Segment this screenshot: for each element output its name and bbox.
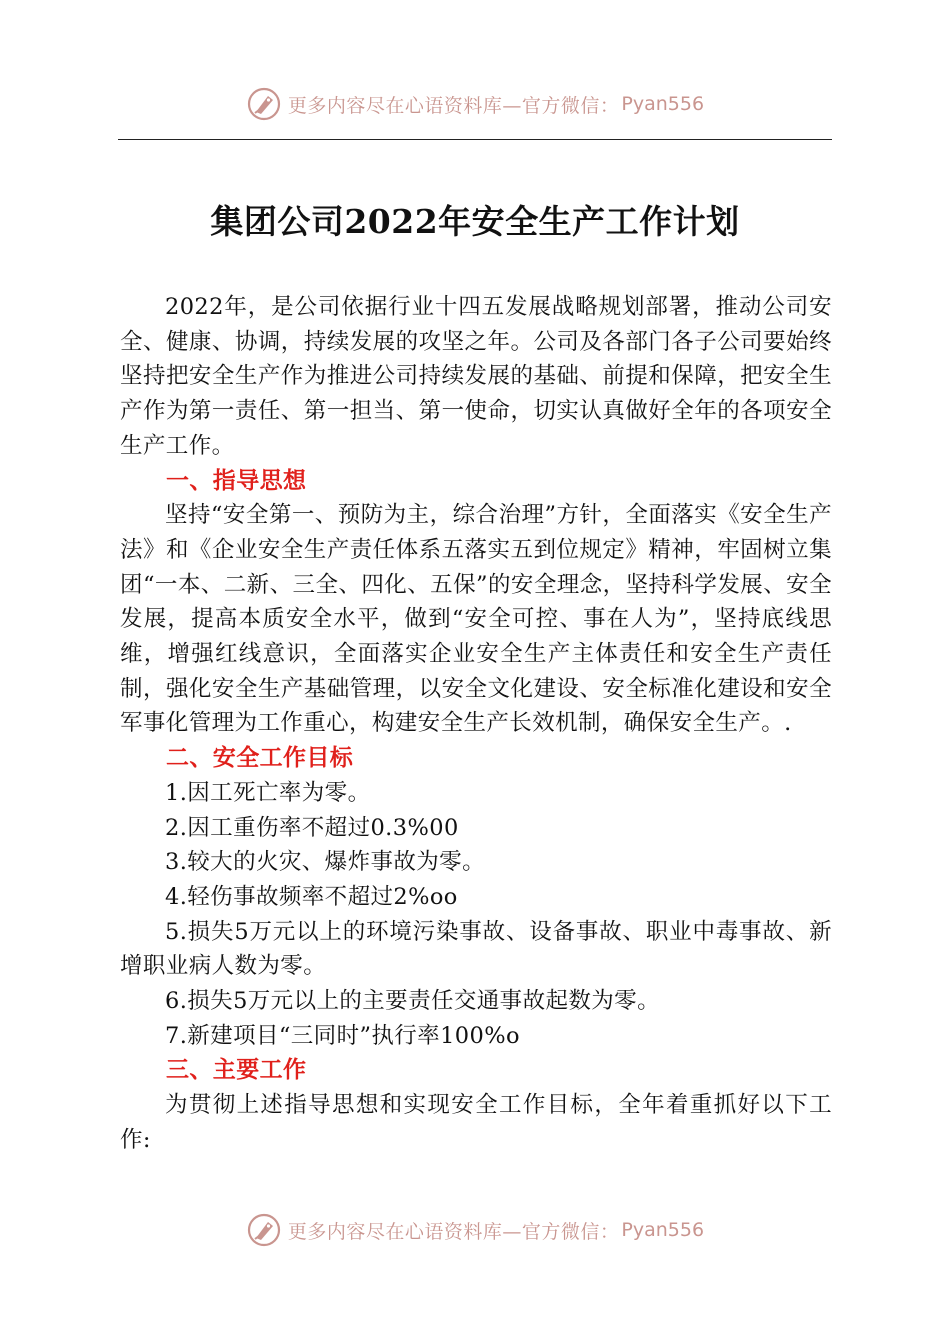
goal-item: 2.因工重伤率不超过0.3%00 — [165, 814, 459, 841]
pen-nib-logo-icon — [246, 86, 282, 122]
watermark-wechat-id: Pyan556 — [621, 1219, 705, 1241]
watermark-wechat-id: Pyan556 — [621, 93, 705, 115]
goal-item: 6.损失5万元以上的主要责任交通事故起数为零。 — [165, 988, 660, 1015]
goal-item: 5.损失5万元以上的环境污染事故、设备事故、职业中毒事故、新增职业病人数为零。 — [120, 918, 832, 980]
watermark-text: 更多内容尽在心语资料库—官方微信： — [287, 1220, 620, 1243]
watermark-text: 更多内容尽在心语资料库—官方微信： — [287, 94, 620, 117]
guiding-thought-paragraph: 坚持“安全第一、预防为主，综合治理”方针，全面落实《安全生产法》和《企业安全生产责任体系五落实五到位规定》精神，牢固树立集团“一本、二新、三全、四化、五保”的安全理念，坚持科学发展、安全发展，提高本质安全水平，做到“安全可控、事在人为”，坚持底线思维，增强红线意识，全面落实企业安全生产主体责任和安全生产责任制，强化安全生产基础管理，以安全文化建设、安全标准化建设和安全军事化管理为工作重心，构建安全生产长效机制，确保安全生产。. — [120, 502, 832, 737]
pen-nib-logo-icon — [246, 1212, 282, 1248]
goal-item: 7.新建项目“三同时”执行率100%o — [165, 1022, 520, 1049]
goal-item: 1.因工死亡率为零。 — [165, 779, 371, 806]
header-divider — [118, 139, 832, 140]
document-body — [120, 290, 832, 1158]
header-watermark — [0, 82, 950, 126]
goal-item: 4.轻伤事故频率不超过2%oo — [165, 883, 458, 910]
section-heading-main-work: 三、主要工作 — [166, 1057, 307, 1084]
goal-item: 3.较大的火灾、爆炸事故为零。 — [165, 849, 485, 876]
document-title: 集团公司2022年安全生产工作计划 — [210, 202, 740, 241]
main-work-paragraph: 为贯彻上述指导思想和实现安全工作目标，全年着重抓好以下工作: — [120, 1092, 832, 1153]
intro-paragraph: 2022年，是公司依据行业十四五发展战略规划部署，推动公司安全、健康、协调，持续发展的攻坚之年。公司及各部门各子公司要始终坚持把安全生产作为推进公司持续发展的基础、前提和保障，把安全生产作为第一责任、第一担当、第一使命，切实认真做好全年的各项安全生产工作。 — [120, 294, 832, 459]
section-heading-safety-goals: 二、安全工作目标 — [166, 745, 354, 772]
footer-watermark — [0, 1208, 950, 1252]
section-heading-guiding-thought: 一、指导思想 — [166, 467, 307, 494]
